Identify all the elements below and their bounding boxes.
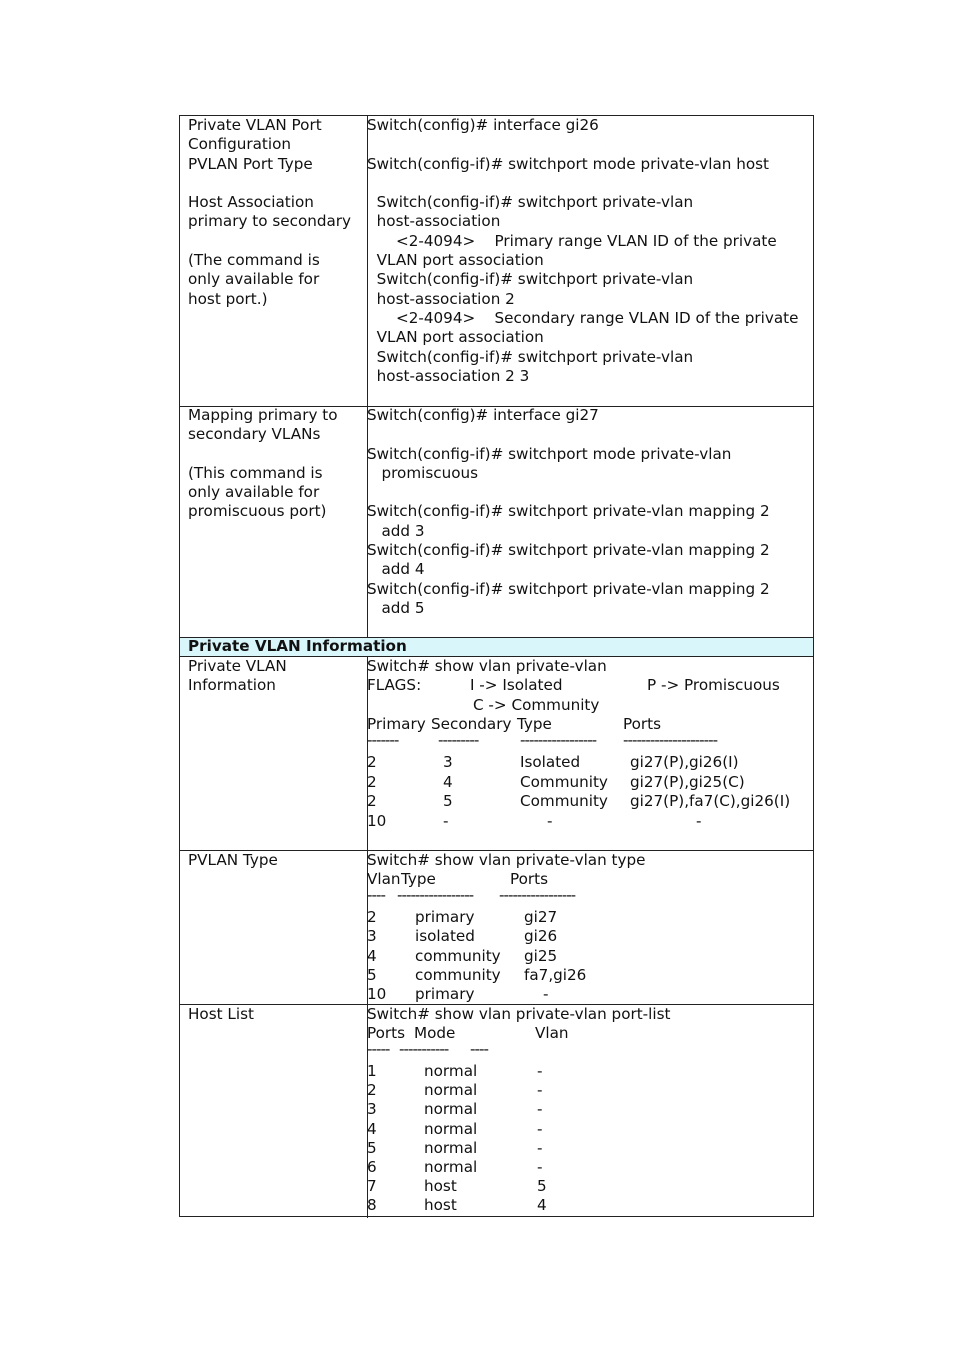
info-command: Switch# show vlan private-vlan [367, 657, 607, 675]
table-cell: community [415, 965, 501, 984]
table-cell: gi27(P),gi25(C) [630, 772, 745, 791]
table-cell: normal [424, 1158, 478, 1176]
table-cell: Community [520, 792, 608, 810]
mapping-label [188, 406, 366, 522]
table-cell: host [424, 1177, 457, 1196]
table-cell: 3 [367, 1100, 377, 1119]
dash-secondary: --------- [438, 731, 479, 749]
table-cell: 2 [367, 792, 377, 810]
table-cell: fa7,gi26 [524, 965, 587, 984]
header-type: Type [517, 715, 552, 733]
dash-type: ----------------- [520, 731, 597, 749]
label-line: secondary VLANs [188, 425, 321, 444]
table-cell: gi26 [524, 927, 558, 946]
table-cell: 4 [443, 772, 453, 791]
command-line: Switch(config-if)# switchport mode private-vlan host [367, 154, 770, 173]
table-cell: 3 [367, 927, 377, 946]
command-line: host-association 2 [367, 289, 515, 308]
command-line: Switch(config-if)# switchport mode private-vlan [367, 444, 732, 463]
label-line [188, 445, 366, 464]
table-cell: 2 [367, 908, 377, 926]
dash-mode: ----------- [399, 1040, 449, 1058]
table-cell: gi27 [524, 908, 558, 926]
table-cell: 5 [367, 965, 377, 984]
table-cell: Community [520, 772, 608, 791]
table-cell: 4 [537, 1196, 547, 1215]
type-command: Switch# show vlan private-vlan type [367, 851, 646, 869]
header-ports: Ports [367, 1024, 406, 1043]
table-cell: - [543, 985, 549, 1004]
command-line: host-association 2 3 [367, 366, 530, 385]
table-cell: normal [424, 1119, 478, 1138]
command-table [179, 115, 814, 1217]
pvlan-info-label [188, 657, 366, 696]
header-type: Type [401, 870, 436, 889]
command-line: Switch(config-if)# switchport private-vlan mapping 2 [367, 541, 770, 560]
host-association-label [188, 116, 366, 309]
table-cell: - [537, 1119, 543, 1138]
table-cell: isolated [415, 927, 475, 946]
command-line: VLAN port association [367, 328, 544, 347]
label-line: PVLAN Type [188, 851, 278, 869]
host-list-label [188, 1005, 366, 1024]
label-line: primary to secondary [188, 212, 352, 231]
label-line: Host List [188, 1005, 254, 1023]
label-line: only available for [188, 483, 320, 502]
table-cell: primary [415, 985, 475, 1004]
header-ports: Ports [623, 715, 662, 733]
command-line: Switch(config-if)# switchport private-vlan mapping 2 [367, 502, 770, 521]
table-cell: 7 [367, 1177, 377, 1196]
dash-ports: ----------------- [499, 886, 576, 904]
table-cell: - [547, 811, 553, 830]
dash-vlan: ---- [470, 1040, 488, 1058]
label-line: PVLAN Port Type [188, 154, 313, 173]
pvlan-type-label [188, 851, 366, 870]
command-line [367, 135, 813, 154]
flag-isolated: I -> Isolated [470, 676, 563, 695]
table-cell: 4 [367, 1119, 377, 1138]
table-cell: - [537, 1062, 543, 1080]
command-line: Switch(config)# interface gi26 [367, 116, 599, 134]
section-heading: Private VLAN Information [188, 637, 407, 655]
table-cell: - [696, 811, 702, 830]
dash-primary: ------- [367, 731, 399, 749]
label-line: Host Association [188, 193, 314, 212]
label-line: (This command is [188, 463, 323, 482]
label-line: Mapping primary to [188, 406, 338, 424]
table-cell: gi25 [524, 946, 558, 965]
command-line: <2-4094> Secondary range VLAN ID of the private [367, 308, 799, 327]
table-cell: - [537, 1100, 543, 1119]
label-line: only available for [188, 270, 320, 289]
header-secondary: Secondary [431, 715, 512, 733]
command-line: Switch(config-if)# switchport private-vlan [367, 270, 694, 289]
table-cell: Isolated [520, 753, 581, 771]
command-line: Switch(config-if)# switchport private-vlan mapping 2 [367, 579, 770, 598]
host-association-commands [367, 116, 813, 386]
label-line: host port.) [188, 289, 268, 308]
flags-label: FLAGS: [367, 676, 422, 695]
flag-promiscuous: P -> Promiscuous [647, 676, 780, 695]
command-line: Switch(config-if)# switchport private-vlan [367, 347, 694, 366]
command-line: host-association [367, 212, 501, 231]
header-mode: Mode [414, 1024, 456, 1043]
table-cell: 1 [367, 1062, 377, 1080]
command-line: add 3 [367, 521, 425, 540]
table-cell: community [415, 946, 501, 965]
header-ports: Ports [510, 870, 549, 889]
label-line: promiscuous port) [188, 502, 327, 521]
label-line [188, 174, 366, 193]
table-cell: 3 [443, 753, 453, 771]
dash-type: ----------------- [397, 886, 474, 904]
flag-community: C -> Community [473, 695, 600, 714]
dash-vlan: ---- [367, 886, 385, 904]
table-cell: normal [424, 1081, 478, 1100]
header-vlan: Vlan [535, 1024, 569, 1043]
pvlan-type-output [367, 851, 813, 1004]
table-cell: 5 [367, 1138, 377, 1157]
command-line: Switch(config)# interface gi27 [367, 406, 599, 424]
command-line: Switch(config-if)# switchport private-vlan [367, 193, 694, 212]
dash-ports: --------------------- [623, 731, 718, 749]
table-cell: - [537, 1158, 543, 1176]
dash-ports: ----- [367, 1040, 390, 1058]
label-line [188, 232, 366, 251]
table-cell: 2 [367, 753, 377, 771]
header-primary: Primary [367, 715, 426, 733]
command-line: add 4 [367, 560, 425, 579]
label-line: Configuration [188, 135, 291, 154]
label-line: Private VLAN Port [188, 116, 322, 134]
table-cell: 2 [367, 1081, 377, 1100]
table-cell: 5 [537, 1177, 547, 1196]
command-line: VLAN port association [367, 251, 544, 270]
table-cell: 5 [443, 792, 453, 810]
table-cell: host [424, 1196, 457, 1215]
header-vlan: Vlan [367, 870, 401, 889]
command-line [367, 425, 813, 444]
command-line [367, 174, 813, 193]
command-line: <2-4094> Primary range VLAN ID of the private [367, 231, 777, 250]
table-cell: gi27(P),gi26(I) [630, 753, 739, 771]
host-list-output [367, 1005, 813, 1217]
mapping-commands [367, 406, 813, 618]
table-cell: 6 [367, 1158, 377, 1176]
pvlan-info-output [367, 657, 813, 850]
table-cell: - [443, 811, 449, 830]
table-cell: 10 [367, 985, 387, 1004]
table-cell: 10 [367, 811, 387, 830]
table-cell: normal [424, 1138, 478, 1157]
command-line: promiscuous [367, 463, 479, 482]
hostlist-command: Switch# show vlan private-vlan port-list [367, 1005, 671, 1023]
command-line: add 5 [367, 598, 425, 617]
table-cell: - [537, 1138, 543, 1157]
label-line: Private VLAN [188, 657, 287, 675]
table-cell: normal [424, 1062, 478, 1080]
table-cell: 8 [367, 1196, 377, 1215]
table-cell: 2 [367, 772, 377, 791]
command-line [367, 483, 813, 502]
table-cell: 4 [367, 946, 377, 965]
table-cell: primary [415, 908, 475, 926]
table-cell: - [537, 1081, 543, 1100]
table-cell: normal [424, 1100, 478, 1119]
label-line: Information [188, 676, 276, 695]
table-cell: gi27(P),fa7(C),gi26(I) [630, 792, 791, 810]
label-line: (The command is [188, 251, 320, 270]
